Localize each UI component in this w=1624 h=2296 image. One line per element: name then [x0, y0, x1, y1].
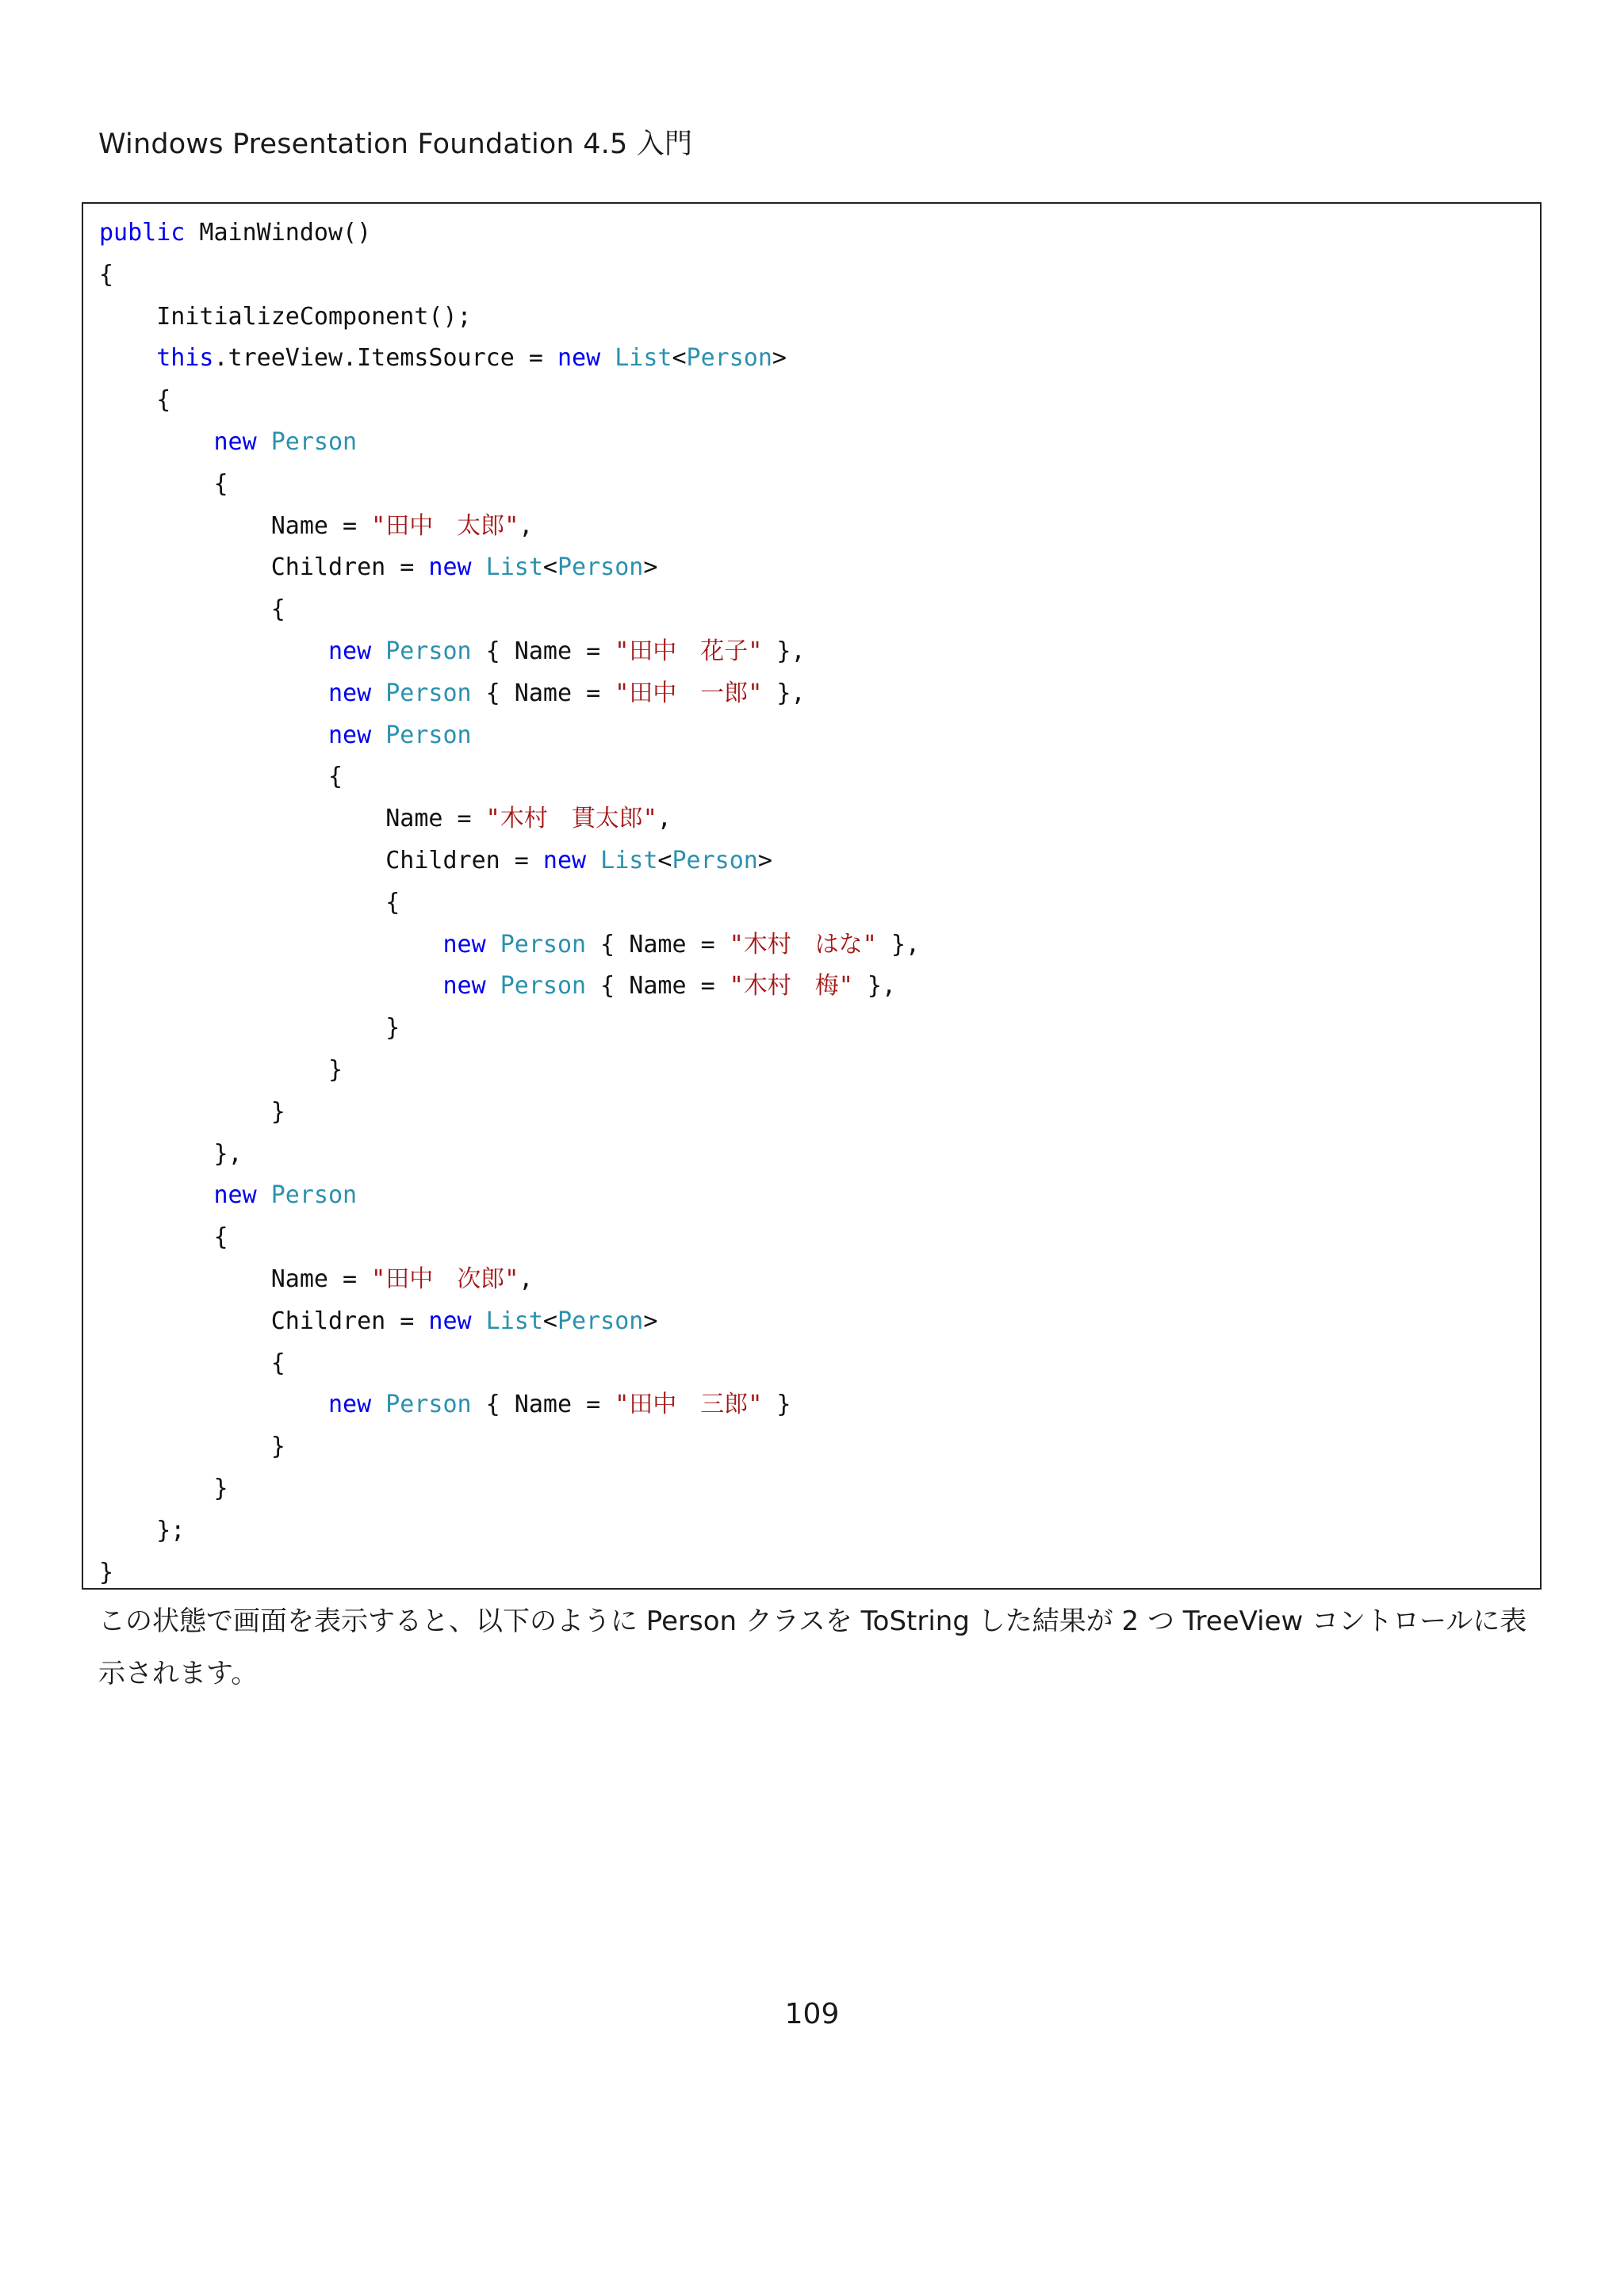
code-token-plain: , [519, 511, 534, 540]
code-line [99, 1468, 920, 1510]
code-token-type: Person [500, 930, 587, 959]
code-token-plain: }; [99, 1516, 186, 1544]
code-line [99, 840, 920, 882]
code-line [99, 1175, 920, 1217]
code-line [99, 1050, 920, 1092]
code-token-plain: }, [852, 972, 897, 1001]
code-token-str: "田中 三郎" [615, 1391, 763, 1419]
code-token-plain [99, 637, 328, 665]
running-header: Windows Presentation Foundation 4.5 入門 [98, 128, 693, 160]
code-token-plain: , [519, 1265, 534, 1293]
code-token-plain: { Name = [586, 930, 730, 959]
code-token-str: "木村 はな" [729, 930, 877, 959]
code-token-plain [486, 931, 500, 959]
code-token-plain: Children = [99, 553, 429, 582]
code-token-plain: }, [762, 679, 806, 707]
code-token-plain [99, 1181, 214, 1209]
code-token-plain: .treeView.ItemsSource = [213, 344, 557, 373]
code-line [99, 631, 920, 673]
code-token-plain: { [99, 888, 400, 916]
code-token-plain: { [99, 595, 285, 624]
code-token-type: Person [500, 972, 587, 1001]
code-token-kw: new [557, 344, 601, 373]
code-line [99, 422, 920, 464]
code-token-type: Person [557, 553, 644, 582]
code-token-plain: > [643, 1307, 658, 1335]
code-token-plain: , [657, 805, 672, 833]
code-token-type: List [485, 1307, 543, 1335]
code-token-str: "田中 花子" [615, 637, 763, 665]
code-token-plain: < [542, 553, 557, 582]
code-token-plain [99, 972, 442, 1000]
code-token-plain [257, 428, 271, 456]
code-token-type: Person [385, 679, 472, 707]
code-line [99, 1092, 920, 1134]
body-paragraph: この状態で画面を表示すると、以下のように Person クラスを ToString した結果が 2 つ TreeView コントロールに表示されます。 [98, 1605, 1527, 1689]
code-token-kw: new [428, 1307, 472, 1335]
code-token-plain: }, [99, 1139, 243, 1168]
code-token-plain [472, 1307, 486, 1335]
code-token-plain: { Name = [471, 637, 615, 665]
code-line [99, 1008, 920, 1050]
code-line [99, 1217, 920, 1259]
code-token-kw: new [327, 637, 372, 665]
code-token-plain [99, 428, 214, 456]
code-line [99, 1510, 920, 1552]
code-token-plain: MainWindow() [185, 219, 372, 247]
code-line [99, 1426, 920, 1468]
code-token-plain: InitializeComponent(); [99, 302, 472, 331]
code-token-type: Person [270, 427, 358, 456]
code-token-kw: new [327, 1391, 372, 1419]
code-token-plain: < [657, 846, 672, 874]
code-token-plain: { Name = [471, 1391, 615, 1419]
code-line [99, 756, 920, 798]
code-token-plain: Name = [99, 805, 486, 833]
code-token-kw: new [327, 679, 372, 707]
code-token-plain: } [99, 1474, 228, 1502]
code-token-plain: Children = [99, 846, 543, 874]
code-token-kw: new [442, 930, 486, 959]
code-line [99, 966, 920, 1008]
code-listing [99, 212, 920, 1594]
code-token-type: List [615, 344, 672, 373]
code-token-type: Person [557, 1307, 644, 1335]
code-token-type: Person [270, 1181, 358, 1210]
code-token-plain [472, 553, 486, 581]
code-token-plain: } [99, 1097, 285, 1126]
code-line [99, 1301, 920, 1343]
code-token-kw: new [213, 1181, 257, 1210]
code-token-kw: new [213, 427, 257, 456]
code-token-plain: Name = [99, 511, 372, 540]
code-token-plain [371, 1391, 385, 1418]
code-token-plain [371, 721, 385, 749]
code-token-str: "田中 次郎" [371, 1265, 519, 1293]
code-line [99, 1552, 920, 1594]
code-token-plain [99, 679, 328, 707]
code-token-type: Person [686, 344, 772, 373]
code-line [99, 506, 920, 548]
code-token-plain [371, 637, 385, 665]
code-token-plain: < [542, 1307, 557, 1335]
code-token-plain [257, 1181, 271, 1209]
code-token-plain: { [99, 1349, 285, 1377]
code-token-plain: { Name = [471, 679, 615, 707]
code-line [99, 1384, 920, 1426]
code-token-plain: } [99, 1055, 343, 1084]
code-token-plain: } [99, 1558, 114, 1586]
code-token-type: List [485, 553, 543, 582]
page-number: 109 [784, 1998, 840, 2030]
code-line [99, 715, 920, 757]
code-token-str: "田中 太郎" [371, 511, 519, 540]
code-token-plain: { [99, 260, 114, 289]
code-token-str: "田中 一郎" [615, 679, 763, 707]
code-token-plain: < [672, 344, 687, 373]
code-token-plain [99, 1391, 328, 1418]
code-token-kw: new [327, 721, 372, 749]
code-token-plain: }, [876, 930, 921, 959]
code-line [99, 924, 920, 966]
code-token-type: Person [385, 721, 472, 749]
code-token-plain [586, 847, 600, 874]
code-token-plain [600, 344, 615, 372]
code-line [99, 1343, 920, 1385]
code-token-plain: } [99, 1014, 400, 1043]
code-token-type: Person [385, 637, 472, 665]
code-line [99, 1259, 920, 1301]
code-token-plain: { [99, 1223, 228, 1252]
code-token-plain: }, [762, 637, 806, 665]
code-token-plain: { Name = [586, 972, 730, 1001]
code-line [99, 882, 920, 924]
code-line [99, 1134, 920, 1176]
code-token-kw: new [442, 972, 486, 1001]
code-line [99, 464, 920, 506]
code-line [99, 798, 920, 840]
code-token-plain [99, 344, 156, 372]
code-token-plain: > [757, 846, 772, 874]
code-line [99, 338, 920, 380]
code-token-type: List [600, 846, 658, 874]
code-token-kw: new [542, 846, 587, 874]
code-line [99, 254, 920, 297]
code-line [99, 673, 920, 715]
code-token-plain: { [99, 386, 171, 415]
code-token-type: Person [385, 1391, 472, 1419]
code-token-plain: { [99, 469, 228, 498]
code-token-plain: > [643, 553, 658, 582]
code-token-plain: Children = [99, 1307, 429, 1335]
code-token-plain [99, 931, 442, 959]
code-token-plain [486, 972, 500, 1000]
code-token-plain [371, 679, 385, 707]
code-token-type: Person [672, 846, 758, 874]
code-line [99, 380, 920, 422]
code-token-plain: { [99, 763, 343, 791]
code-line [99, 212, 920, 254]
code-token-str: "木村 貫太郎" [485, 805, 657, 833]
code-line [99, 547, 920, 589]
code-listing-box [82, 202, 1542, 1590]
code-token-plain: } [762, 1391, 791, 1419]
code-token-kw: this [156, 344, 214, 373]
code-line [99, 297, 920, 339]
code-token-str: "木村 梅" [729, 972, 853, 1001]
code-line [99, 589, 920, 631]
code-token-plain: } [99, 1433, 285, 1461]
code-token-plain: Name = [99, 1265, 372, 1293]
code-token-kw: new [428, 553, 472, 582]
code-token-plain [99, 721, 328, 749]
code-token-plain: > [772, 344, 787, 373]
code-token-kw: public [99, 219, 186, 247]
